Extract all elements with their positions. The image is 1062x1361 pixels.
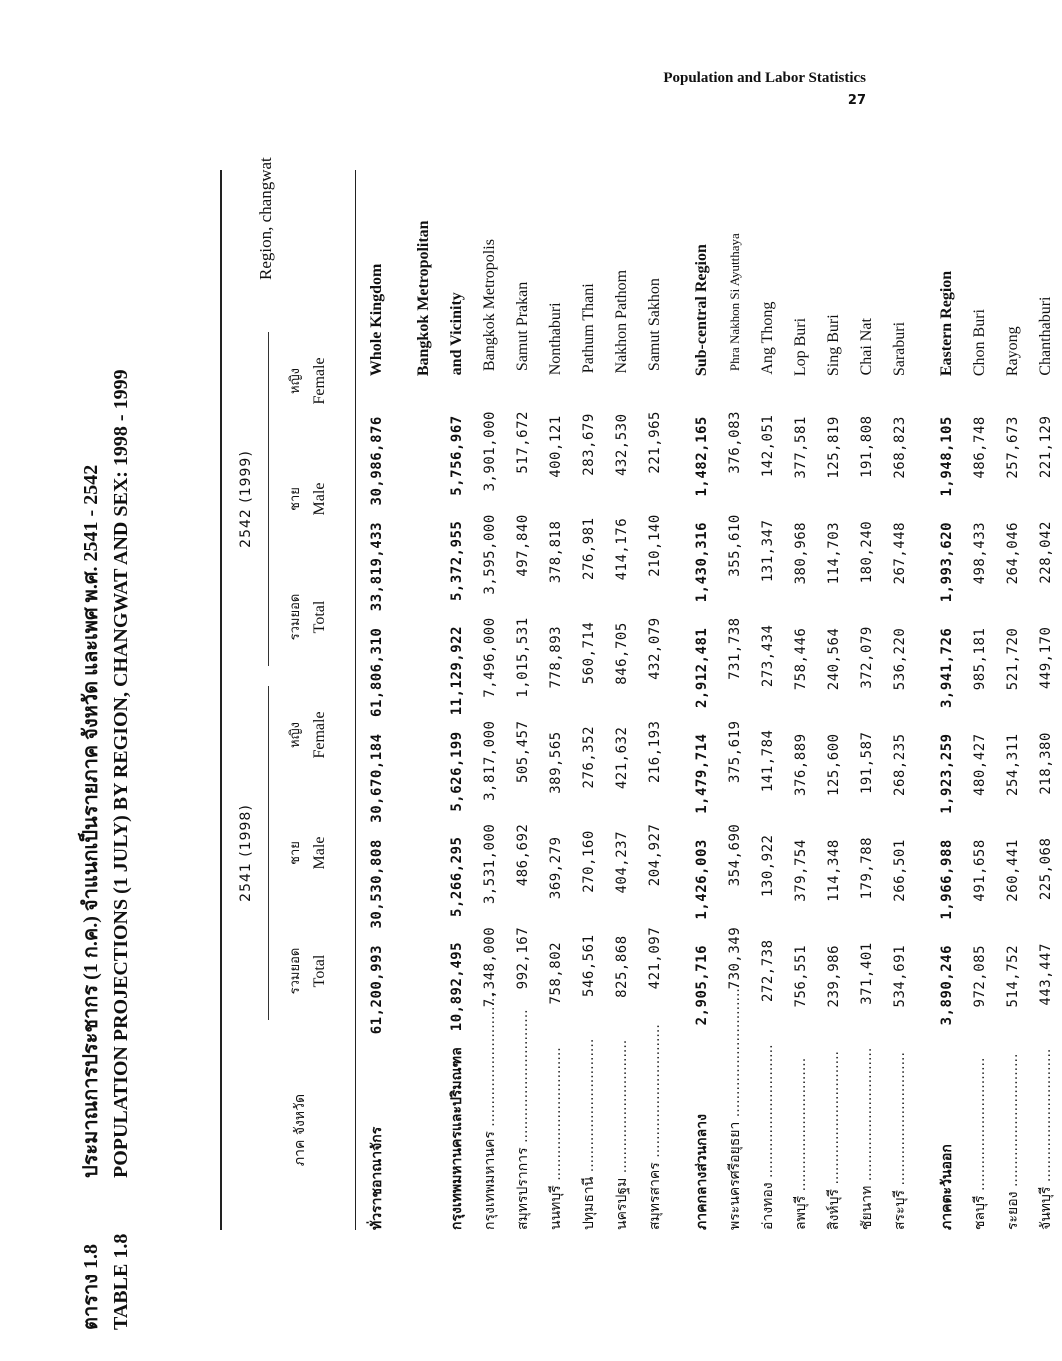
cell-m98: 404,237 [613, 830, 630, 894]
cell-m98: 3,531,000 [481, 823, 498, 905]
section-gap [671, 170, 685, 1230]
cell-m99: 3,595,000 [481, 514, 498, 595]
table-row [850, 170, 883, 1230]
cell-region-en: Whole Kingdom [367, 263, 385, 377]
cell-t99: 372,079 [858, 626, 875, 689]
leader-dots: .............................. [613, 1039, 630, 1178]
cell-f99: 221,965 [646, 411, 663, 474]
col-female-thai: หญิง [288, 368, 303, 394]
region-thai-label: ภาคตะวันออก [938, 1144, 955, 1230]
leader-dots: .............................. [1004, 1053, 1021, 1192]
cell-m98: 486,692 [514, 823, 531, 887]
table-row [572, 170, 605, 1230]
cell-m99: 5,372,955 [448, 520, 465, 601]
cell-region-en: Eastern Region [937, 270, 955, 377]
cell-t98: 534,691 [891, 944, 908, 1008]
table-title-en: POPULATION PROJECTIONS (1 JULY) BY REGION, CHANGWAT AND SEX: 1998 - 1999 [110, 369, 132, 1178]
cell-m99: 414,176 [613, 517, 630, 581]
cell-f98: 505,457 [514, 720, 531, 784]
cell-m98: 379,754 [792, 839, 809, 902]
col-male-en: Male [311, 836, 328, 870]
cell-f98: 1,923,259 [938, 733, 955, 814]
cell-region-en: Sub-central Region [692, 244, 710, 377]
cell-t98: 421,097 [646, 926, 663, 990]
table-row [963, 170, 996, 1230]
cell-region-thai [757, 1044, 779, 1230]
cell-region-en: Nonthaburi [546, 302, 564, 376]
cell-region-thai [790, 1051, 812, 1230]
cell-t98: 3,890,246 [938, 944, 955, 1026]
cell-m99: 1,993,620 [938, 521, 955, 603]
leader-dots: .............................. [481, 993, 498, 1132]
cell-m98: 266,501 [891, 839, 908, 902]
cell-f98: 254,311 [1004, 733, 1021, 796]
region-thai-label: ลพบุรี [792, 1195, 809, 1230]
col-total-thai: รวมยอด [288, 593, 303, 641]
cell-region-en: Chon Buri [970, 309, 988, 377]
cell-f98: 125,600 [825, 733, 842, 796]
cell-m98: 1,426,003 [693, 839, 710, 920]
cell-t98: 546,561 [580, 934, 597, 997]
cell-m99: 497,840 [514, 514, 531, 577]
cell-m98: 130,922 [759, 834, 776, 898]
table-body [360, 170, 1062, 1230]
region-thai-label: สระบุรี [891, 1190, 908, 1230]
cell-f99: 517,672 [514, 411, 531, 474]
cell-region-en: Chanthaburi [1036, 296, 1054, 376]
year-1998-label: 2541 (1998) [238, 804, 254, 902]
cell-f98: 276,352 [580, 725, 597, 789]
table-row [407, 170, 440, 1230]
table-title-thai: ประมาณการประชากร (1 ก.ค.) จำแนกเป็นรายภาค จังหวัด และเพศ พ.ศ. 2541 - 2542 [80, 464, 102, 1178]
cell-f99: 257,673 [1004, 416, 1021, 479]
cell-t98: 443,447 [1037, 943, 1054, 1006]
table-row [1029, 170, 1062, 1230]
table-row [360, 170, 393, 1230]
cell-t98: 272,738 [759, 939, 776, 1002]
cell-f98: 268,235 [891, 733, 908, 796]
cell-region-thai [1002, 1051, 1024, 1230]
cell-m99: 228,042 [1037, 521, 1054, 584]
cell-f98: 5,626,199 [448, 731, 465, 812]
cell-m98: 354,690 [726, 823, 743, 887]
cell-t98: 756,551 [792, 944, 809, 1008]
cell-f99: 221,129 [1037, 415, 1054, 479]
cell-t99: 2,912,481 [693, 627, 710, 709]
cell-region-thai [446, 1047, 468, 1230]
cell-m99: 33,819,433 [368, 521, 385, 612]
cell-region-en: Sing Buri [824, 314, 842, 377]
table-row [473, 170, 506, 1230]
title-english [110, 140, 146, 1330]
section-gap [916, 170, 930, 1230]
cell-f99: 191,808 [858, 415, 875, 478]
cell-f98: 376,889 [792, 733, 809, 796]
cell-f98: 1,479,714 [693, 733, 710, 814]
col-female-en: Female [311, 711, 328, 759]
cell-t98: 239,986 [825, 944, 842, 1008]
cell-f98: 3,817,000 [481, 720, 498, 801]
cell-m99: 131,347 [759, 519, 776, 583]
leader-dots: .............................. [825, 1051, 842, 1189]
cell-t99: 7,496,000 [481, 617, 498, 698]
table-titles [74, 140, 146, 1330]
region-thai-label: กรุงเทพมหานคร [481, 1131, 498, 1230]
cell-f98: 191,587 [858, 731, 875, 795]
region-thai-label: ทั่วราชอาณาจักร [368, 1126, 385, 1230]
cell-t98: 758,802 [547, 941, 564, 1005]
table-row [506, 170, 539, 1230]
cell-f98: 480,427 [971, 733, 988, 796]
leader-dots: .............................. [759, 1044, 776, 1183]
region-thai-label: นนทบุรี [547, 1185, 564, 1230]
region-thai-label: สมุทรสาคร [646, 1162, 663, 1230]
cell-region-thai [856, 1048, 878, 1230]
cell-region-thai [691, 1051, 713, 1230]
cell-t99: 731,738 [726, 617, 743, 680]
cell-region-thai [578, 1039, 600, 1230]
cell-f98: 421,632 [613, 726, 630, 790]
col-header-total-1999 [284, 558, 332, 676]
region-thai-label: ภาคกลางส่วนกลาง [693, 1114, 710, 1230]
col-total-thai: รวมยอด [288, 947, 303, 995]
cell-region-en: Samut Sakhon [645, 278, 663, 372]
cell-f99: 1,948,105 [938, 416, 955, 497]
cell-m98: 270,160 [580, 830, 597, 893]
col-header-male-1998 [284, 794, 332, 912]
region-thai-label: กรุงเทพมหานครและปริมณฑล [448, 1047, 465, 1230]
region-thai-label: พระนครศรีอยุธยา [726, 1121, 743, 1230]
col-female-en: Female [311, 357, 328, 405]
col-male-en: Male [311, 482, 328, 516]
col-total-en: Total [311, 954, 328, 988]
leader-dots: .............................. [547, 1047, 564, 1186]
cell-t98: 371,401 [858, 942, 875, 1005]
col-male-thai: ชาย [288, 841, 303, 865]
cell-m99: 267,448 [891, 521, 908, 585]
cell-region-en: Lop Buri [791, 317, 809, 377]
table-top-rule [220, 170, 222, 1230]
cell-f99: 376,083 [726, 411, 743, 474]
cell-region-thai [644, 1024, 666, 1230]
col-female-thai: หญิง [288, 722, 303, 748]
cell-t99: 521,720 [1004, 627, 1021, 691]
cell-t98: 10,892,495 [448, 941, 465, 1032]
running-title: Population and Labor Statistics [663, 70, 866, 86]
cell-t99: 11,129,922 [448, 625, 465, 716]
cell-f99: 268,823 [891, 416, 908, 479]
region-thai-label: จันทบุรี [1037, 1186, 1054, 1230]
page-number: 27 [847, 93, 866, 108]
cell-m99: 355,610 [726, 514, 743, 577]
leader-dots: .............................. [580, 1038, 597, 1177]
table-header-rule [355, 170, 356, 1230]
cell-m99: 1,430,316 [693, 521, 710, 603]
cell-region-thai [889, 1051, 911, 1230]
col-header-region-en: Region, changwat [256, 157, 275, 280]
cell-f99: 5,756,967 [448, 415, 465, 496]
cell-t99: 3,941,726 [938, 627, 955, 709]
title-thai [74, 140, 110, 1330]
leader-dots: .............................. [792, 1057, 809, 1196]
cell-f99: 125,819 [825, 416, 842, 479]
leader-dots: .............................. [891, 1052, 908, 1190]
cell-f99: 142,051 [759, 414, 776, 478]
cell-t98: 825,868 [613, 935, 630, 998]
table-row [751, 170, 784, 1230]
cell-m98: 1,966,988 [938, 839, 955, 920]
region-thai-label: สิงห์บุรี [825, 1188, 842, 1230]
table-row [638, 170, 671, 1230]
cell-t99: 240,564 [825, 627, 842, 691]
cell-region-thai [545, 1047, 567, 1230]
cell-region-en: Samut Prakan [513, 281, 531, 372]
cell-t99: 758,446 [792, 627, 809, 691]
cell-t99: 273,434 [759, 624, 776, 688]
year-1998-rule [268, 686, 269, 1020]
cell-t99: 985,181 [971, 627, 988, 691]
leader-dots: .............................. [646, 1024, 663, 1163]
cell-region-en: Pathum Thani [579, 283, 597, 374]
table-row [605, 170, 638, 1230]
cell-m99: 380,968 [792, 521, 809, 585]
table-label-thai: ตาราง 1.8 [80, 1244, 102, 1330]
cell-f99: 30,986,876 [368, 416, 385, 506]
cell-f99: 1,482,165 [693, 416, 710, 497]
col-header-total-1998 [284, 912, 332, 1030]
region-thai-label: ปทุมธานี [580, 1176, 597, 1230]
col-male-thai: ชาย [288, 487, 303, 511]
cell-m98: 5,266,295 [448, 836, 465, 917]
col-header-female-1999 [284, 322, 332, 440]
cell-m98: 491,658 [971, 839, 988, 902]
cell-region-thai [969, 1051, 991, 1230]
cell-m98: 114,348 [825, 839, 842, 902]
cell-m99: 498,433 [971, 521, 988, 585]
cell-m99: 210,140 [646, 514, 663, 577]
region-thai-label: นครปฐม [613, 1177, 630, 1230]
cell-region-en: Bangkok Metropolitan [414, 220, 432, 377]
cell-region-en: Chai Nat [857, 318, 875, 376]
leader-dots: .............................. [858, 1047, 875, 1186]
cell-t98: 61,200,993 [368, 944, 385, 1035]
cell-f99: 432,530 [613, 413, 630, 476]
table-row [718, 170, 751, 1230]
leader-dots: .............................. [726, 983, 743, 1122]
region-thai-label: ชลบุรี [971, 1195, 988, 1230]
cell-m98: 179,788 [858, 836, 875, 900]
cell-t99: 1,015,531 [514, 617, 531, 698]
col-header-female-1998 [284, 676, 332, 794]
cell-f99: 283,679 [580, 413, 597, 476]
cell-region-thai [512, 1009, 534, 1230]
table-row [440, 170, 473, 1230]
cell-f99: 486,748 [971, 416, 988, 479]
year-1999-label: 2542 (1999) [238, 450, 254, 548]
leader-dots: .............................. [514, 1009, 531, 1148]
cell-f98: 216,193 [646, 720, 663, 784]
cell-m98: 260,441 [1004, 839, 1021, 902]
cell-f98: 218,380 [1037, 732, 1054, 795]
cell-m98: 225,068 [1037, 837, 1054, 901]
cell-region-en: and Vicinity [447, 292, 465, 376]
table-row [539, 170, 572, 1230]
cell-region-en: Saraburi [890, 321, 908, 377]
cell-region-thai [724, 983, 746, 1230]
region-thai-label: สมุทรปราการ [514, 1147, 531, 1230]
cell-t98: 992,167 [514, 926, 531, 990]
col-header-region-thai: ภาค จังหวัด [292, 1093, 308, 1167]
section-gap [393, 170, 407, 1230]
cell-t98: 2,905,716 [693, 944, 710, 1026]
cell-region-thai [1035, 1049, 1057, 1230]
cell-region-en: Bangkok Metropolis [480, 239, 498, 372]
cell-t99: 560,714 [580, 621, 597, 685]
cell-region-en: Rayong [1003, 326, 1021, 377]
cell-region-en: Nakhon Pathom [612, 269, 630, 374]
cell-f99: 377,581 [792, 416, 809, 479]
year-1999-rule [268, 332, 269, 666]
cell-t99: 536,220 [891, 627, 908, 691]
table-row [930, 170, 963, 1230]
cell-t98: 7,348,000 [481, 926, 498, 1008]
region-thai-label: ชัยนาท [858, 1185, 875, 1230]
cell-region-thai [936, 1051, 958, 1230]
leader-dots: .............................. [1037, 1048, 1054, 1187]
cell-t99: 778,893 [547, 625, 564, 689]
cell-f98: 375,619 [726, 720, 743, 784]
cell-t99: 449,170 [1037, 626, 1054, 690]
cell-t99: 432,079 [646, 617, 663, 680]
region-thai-label: ระยอง [1004, 1191, 1021, 1230]
cell-t99: 846,705 [613, 622, 630, 685]
cell-m99: 264,046 [1004, 521, 1021, 585]
cell-m98: 369,279 [547, 836, 564, 900]
table-row [996, 170, 1029, 1230]
cell-f98: 389,565 [547, 731, 564, 794]
cell-region-thai [479, 993, 501, 1230]
page-header [663, 70, 866, 108]
cell-f99: 3,901,000 [481, 411, 498, 492]
table-row [883, 170, 916, 1230]
cell-region-en: Ang Thong [758, 301, 776, 375]
cell-m99: 378,818 [547, 520, 564, 584]
region-thai-label: อ่างทอง [759, 1182, 776, 1230]
table-row [784, 170, 817, 1230]
cell-region-thai [823, 1051, 845, 1230]
table-row [817, 170, 850, 1230]
cell-f98: 30,670,184 [368, 733, 385, 823]
cell-region-en: Phra Nakhon Si Ayutthaya [726, 233, 742, 372]
cell-f99: 400,121 [547, 415, 564, 478]
cell-m98: 30,530,808 [368, 839, 385, 929]
cell-region-thai [611, 1040, 633, 1230]
cell-region-thai [366, 1051, 388, 1230]
cell-t98: 730,349 [726, 926, 743, 990]
rotated-table-page [60, 140, 1054, 1330]
col-total-en: Total [311, 600, 328, 634]
cell-t98: 972,085 [971, 944, 988, 1008]
cell-m99: 276,981 [580, 517, 597, 580]
leader-dots: .............................. [971, 1057, 988, 1196]
cell-t99: 61,806,310 [368, 627, 385, 717]
col-header-male-1999 [284, 440, 332, 558]
cell-m99: 180,240 [858, 520, 875, 584]
cell-m98: 204,927 [646, 823, 663, 887]
table-row [685, 170, 718, 1230]
table-label-en: TABLE 1.8 [110, 1233, 132, 1330]
cell-m99: 114,703 [825, 521, 842, 585]
cell-f98: 141,784 [759, 729, 776, 793]
cell-t98: 514,752 [1004, 944, 1021, 1008]
